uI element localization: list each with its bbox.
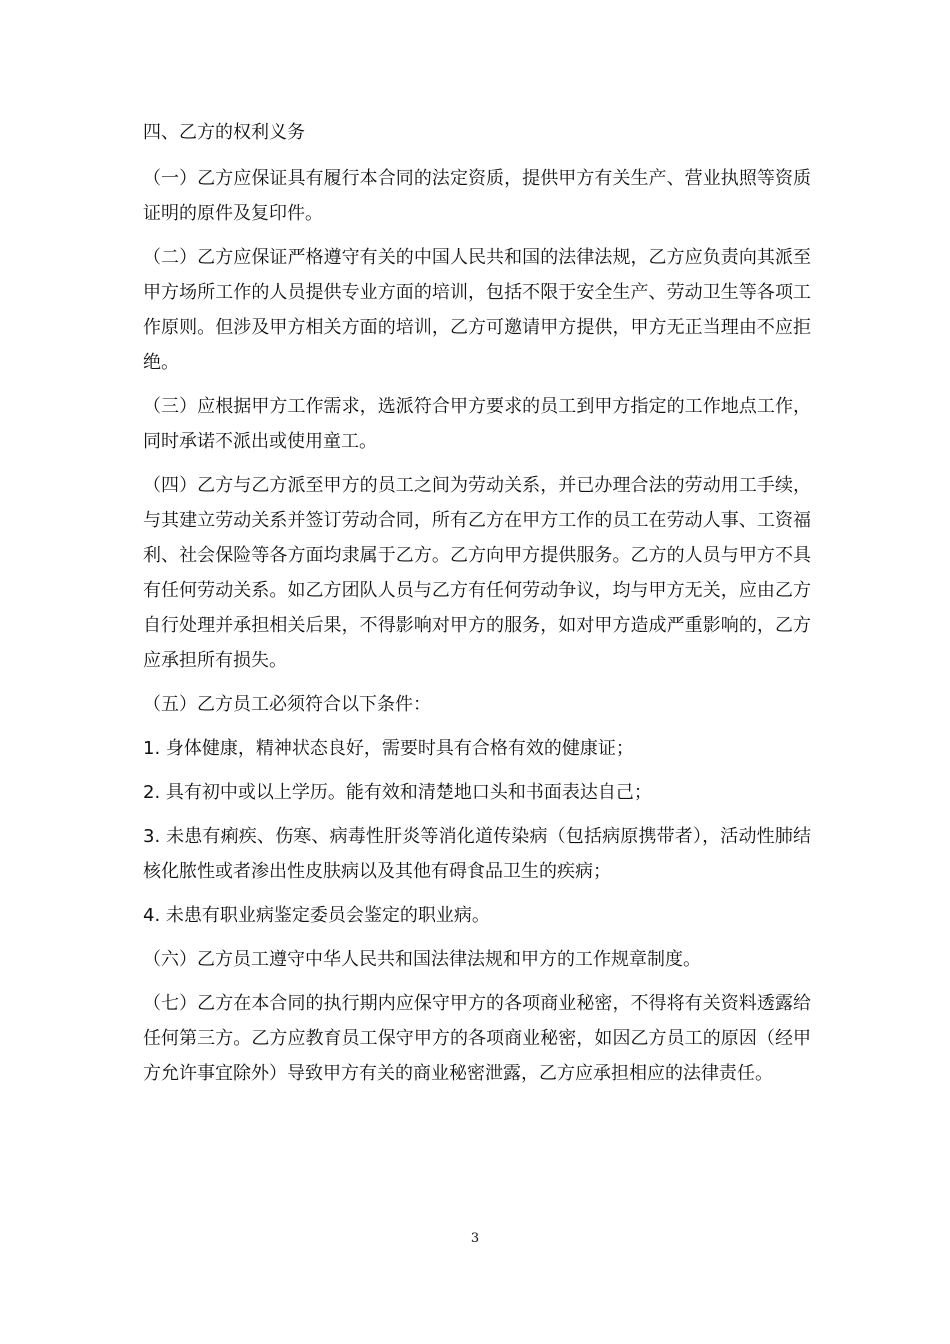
paragraph-4: （四）乙方与乙方派至甲方的员工之间为劳动关系，并已办理合法的劳动用工手续，与其建立劳动关系并签订劳动合同，所有乙方在甲方工作的员工在劳动人事、工资福利、社会保险等各方面均隶属于乙方。乙方向甲方提供服务。乙方的人员与甲方不具有任何劳动关系。如乙方团队人员与乙方有任何劳动争议，均与甲方无关，应由乙方自行处理并承担相关后果，不得影响对甲方的服务，如对甲方造成严重影响的，乙方应承担所有损失。	[143, 475, 811, 671]
list-item-3: 3. 未患有痢疾、伤寒、病毒性肝炎等消化道传染病（包括病原携带者），活动性肺结核化脓性或者渗出性皮肤病以及其他有碍食品卫生的疾病；	[143, 826, 811, 882]
section-heading: 四、乙方的权利义务	[143, 122, 305, 143]
paragraph-5: （五）乙方员工必须符合以下条件：	[143, 694, 431, 715]
paragraph-2: （二）乙方应保证严格遵守有关的中国人民共和国的法律法规，乙方应负责向其派至甲方场所工作的人员提供专业方面的培训，包括不限于安全生产、劳动卫生等各项工作原则。但涉及甲方相关方面的培训，乙方可邀请甲方提供，甲方无正当理由不应拒绝。	[143, 247, 811, 373]
page-number: 3	[470, 1231, 480, 1246]
list-item-1: 1. 身体健康，精神状态良好，需要时具有合格有效的健康证；	[143, 738, 634, 759]
paragraph-7: （七）乙方在本合同的执行期内应保守甲方的各项商业秘密，不得将有关资料透露给任何第三方。乙方应教育员工保守甲方的各项商业秘密，如因乙方员工的原因（经甲方允许事宜除外）导致甲方有关的商业秘密泄露，乙方应承担相应的法律责任。	[143, 993, 811, 1084]
list-item-2: 2. 具有初中或以上学历。能有效和清楚地口头和书面表达自己；	[143, 782, 652, 803]
paragraph-3: （三）应根据甲方工作需求，选派符合甲方要求的员工到甲方指定的工作地点工作，同时承诺不派出或使用童工。	[143, 396, 811, 452]
paragraph-1: （一）乙方应保证具有履行本合同的法定资质，提供甲方有关生产、营业执照等资质证明的原件及复印件。	[143, 168, 811, 224]
paragraph-6: （六）乙方员工遵守中华人民共和国法律法规和甲方的工作规章制度。	[143, 949, 701, 970]
page-content	[143, 117, 811, 1100]
list-item-4: 4. 未患有职业病鉴定委员会鉴定的职业病。	[143, 905, 490, 926]
